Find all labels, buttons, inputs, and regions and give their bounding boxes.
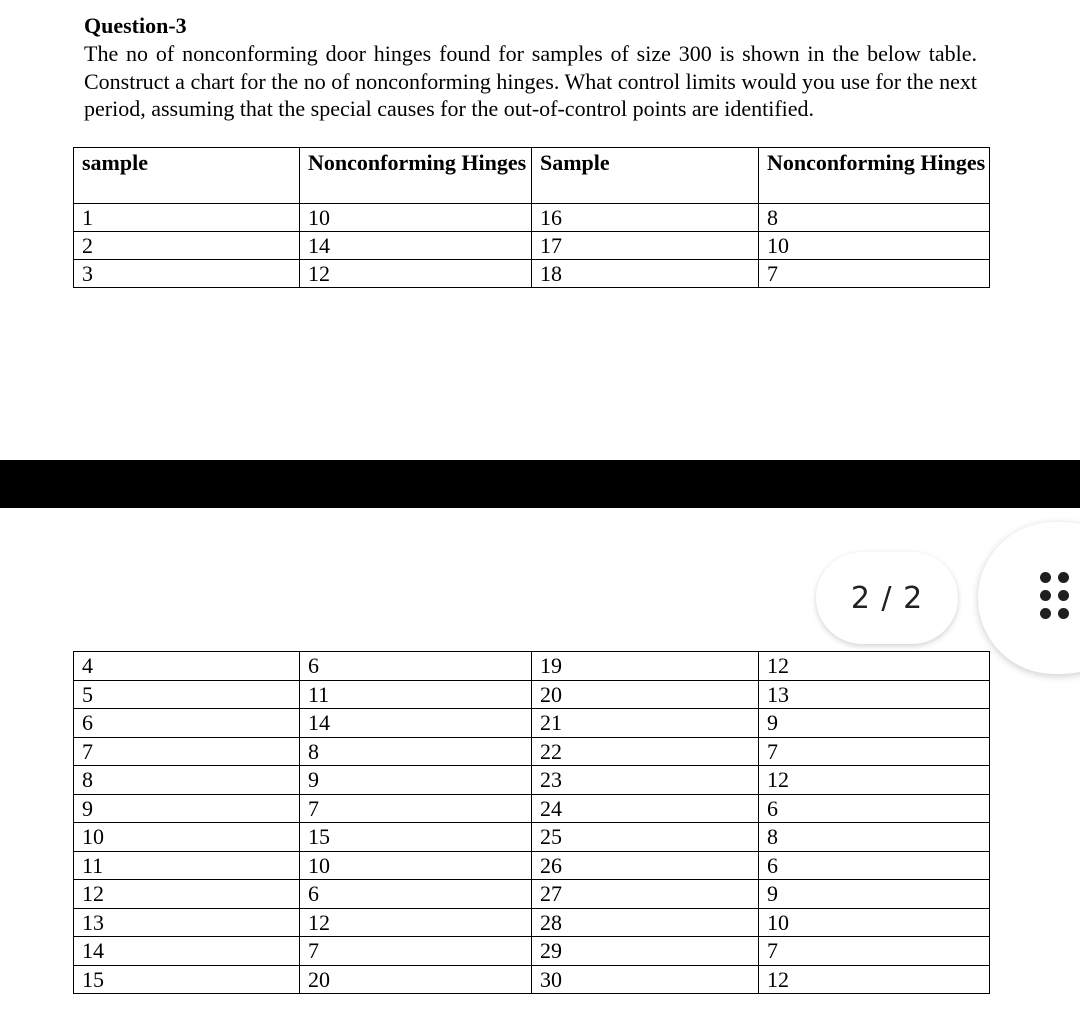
table-cell: 7 — [300, 937, 532, 966]
header-nonconforming-1: Nonconforming Hinges — [300, 148, 532, 204]
table-cell: 9 — [74, 794, 300, 823]
table-cell: 14 — [74, 937, 300, 966]
table-cell: 30 — [532, 965, 759, 994]
table-cell: 7 — [74, 737, 300, 766]
table-cell: 8 — [300, 737, 532, 766]
table-cell: 21 — [532, 709, 759, 738]
table-cell: 6 — [759, 851, 990, 880]
table-cell: 11 — [74, 851, 300, 880]
table-cell: 9 — [759, 709, 990, 738]
table-cell: 11 — [300, 680, 532, 709]
hinges-table-part-2 — [73, 651, 990, 994]
table-row — [74, 794, 990, 823]
table-cell: 26 — [532, 851, 759, 880]
table-cell: 2 — [74, 232, 300, 260]
table-cell: 7 — [759, 260, 990, 288]
table-cell: 23 — [532, 766, 759, 795]
table-row — [74, 823, 990, 852]
table-cell: 10 — [74, 823, 300, 852]
table-cell: 8 — [759, 204, 990, 232]
table-cell: 7 — [759, 937, 990, 966]
table-cell: 12 — [759, 766, 990, 795]
table-cell: 13 — [74, 908, 300, 937]
table-cell: 10 — [300, 851, 532, 880]
table-cell: 12 — [300, 260, 532, 288]
table-cell: 9 — [759, 880, 990, 909]
table-cell: 22 — [532, 737, 759, 766]
table-cell: 5 — [74, 680, 300, 709]
table-row — [74, 680, 990, 709]
table-cell: 6 — [74, 709, 300, 738]
table-cell: 10 — [759, 908, 990, 937]
hinges-table-part-1 — [73, 147, 990, 288]
table-row — [74, 937, 990, 966]
table-cell: 15 — [74, 965, 300, 994]
table-cell: 20 — [532, 680, 759, 709]
table-row — [74, 737, 990, 766]
table-cell: 14 — [300, 232, 532, 260]
table-cell: 17 — [532, 232, 759, 260]
table-cell: 13 — [759, 680, 990, 709]
table-cell: 14 — [300, 709, 532, 738]
table-cell: 28 — [532, 908, 759, 937]
table-cell: 10 — [759, 232, 990, 260]
table-row — [74, 232, 990, 260]
table-cell: 8 — [759, 823, 990, 852]
table-cell: 6 — [300, 880, 532, 909]
header-sample-1: sample — [74, 148, 300, 204]
table-row — [74, 652, 990, 681]
table-cell: 12 — [759, 652, 990, 681]
table-cell: 9 — [300, 766, 532, 795]
table-cell: 20 — [300, 965, 532, 994]
header-nonconforming-2: Nonconforming Hinges — [759, 148, 990, 204]
table-cell: 6 — [759, 794, 990, 823]
table-cell: 4 — [74, 652, 300, 681]
table-cell: 7 — [300, 794, 532, 823]
table-cell: 6 — [300, 652, 532, 681]
table-row — [74, 260, 990, 288]
table-cell: 24 — [532, 794, 759, 823]
table-row — [74, 908, 990, 937]
table-row — [74, 851, 990, 880]
table-row — [74, 766, 990, 795]
header-sample-2: Sample — [532, 148, 759, 204]
question-text: The no of nonconforming door hinges found for samples of size 300 is shown in the below table. Construct a chart for the no of nonconforming hinges. What control limits would you use for the next period, assuming that the special causes for the out-of-control points are identified. — [84, 41, 977, 121]
table-cell: 19 — [532, 652, 759, 681]
table-cell: 7 — [759, 737, 990, 766]
table-cell: 3 — [74, 260, 300, 288]
page-indicator: 2 / 2 — [816, 552, 958, 644]
table-cell: 12 — [74, 880, 300, 909]
table-cell: 15 — [300, 823, 532, 852]
page-divider — [0, 460, 1080, 508]
table-row — [74, 204, 990, 232]
table-cell: 10 — [300, 204, 532, 232]
more-dots-icon[interactable] — [1040, 572, 1076, 620]
table-cell: 1 — [74, 204, 300, 232]
table-cell: 27 — [532, 880, 759, 909]
table-cell: 25 — [532, 823, 759, 852]
table-cell: 16 — [532, 204, 759, 232]
table-cell: 12 — [759, 965, 990, 994]
table-row — [74, 880, 990, 909]
table-cell: 29 — [532, 937, 759, 966]
table-cell: 12 — [300, 908, 532, 937]
table-header-row — [74, 148, 990, 204]
table-row — [74, 965, 990, 994]
question-title: Question-3 — [84, 13, 187, 38]
table-row — [74, 709, 990, 738]
table-cell: 8 — [74, 766, 300, 795]
table-cell: 18 — [532, 260, 759, 288]
